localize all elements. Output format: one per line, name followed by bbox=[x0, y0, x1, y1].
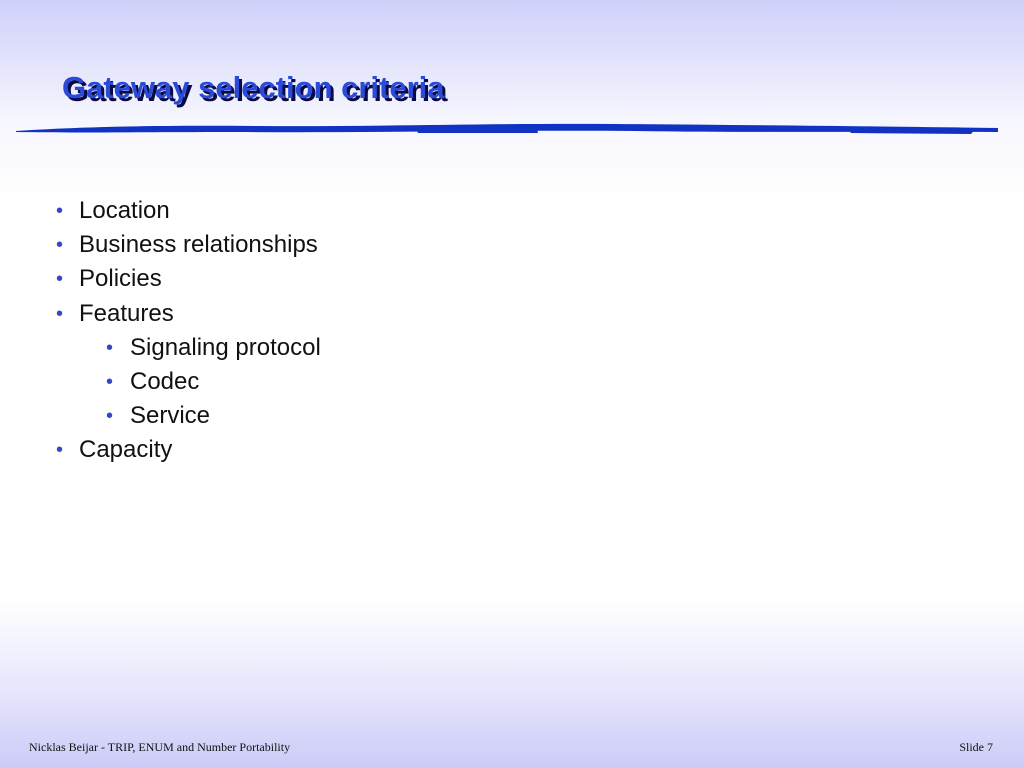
bullet-dot-icon: • bbox=[56, 439, 64, 462]
sub-bullet-item bbox=[56, 399, 321, 433]
bullet-dot-icon: • bbox=[56, 268, 64, 291]
bullet-text: Codec bbox=[130, 368, 200, 396]
title-underline-brushstroke bbox=[16, 118, 998, 138]
bullet-text: Features bbox=[79, 299, 174, 327]
footer-slide-number: Slide 7 bbox=[959, 740, 993, 754]
bullet-item bbox=[56, 297, 321, 331]
bullet-dot-icon: • bbox=[56, 302, 64, 325]
sub-bullet-item bbox=[56, 365, 321, 399]
bullet-dot-icon: • bbox=[106, 336, 114, 359]
bullet-dot-icon: • bbox=[56, 200, 64, 222]
bullet-text: Signaling protocol bbox=[130, 333, 321, 361]
bullet-dot-icon: • bbox=[106, 405, 114, 428]
slide-title: Gateway selection criteria bbox=[62, 70, 445, 105]
bullet-item bbox=[56, 228, 321, 262]
bullet-text: Service bbox=[130, 402, 211, 430]
bullet-text: Capacity bbox=[79, 436, 173, 464]
bullet-text: Location bbox=[79, 197, 170, 224]
bullet-item bbox=[56, 194, 321, 228]
bullet-list bbox=[56, 194, 321, 468]
bullet-dot-icon: • bbox=[106, 371, 114, 394]
bullet-item bbox=[56, 433, 321, 467]
bullet-dot-icon: • bbox=[56, 234, 64, 257]
sub-bullet-item bbox=[56, 331, 321, 365]
bullet-item bbox=[56, 262, 321, 296]
bullet-text: Policies bbox=[79, 265, 162, 293]
bullet-text: Business relationships bbox=[79, 231, 318, 259]
footer-presenter-title: Nicklas Beijar - TRIP, ENUM and Number Portability bbox=[29, 740, 291, 754]
